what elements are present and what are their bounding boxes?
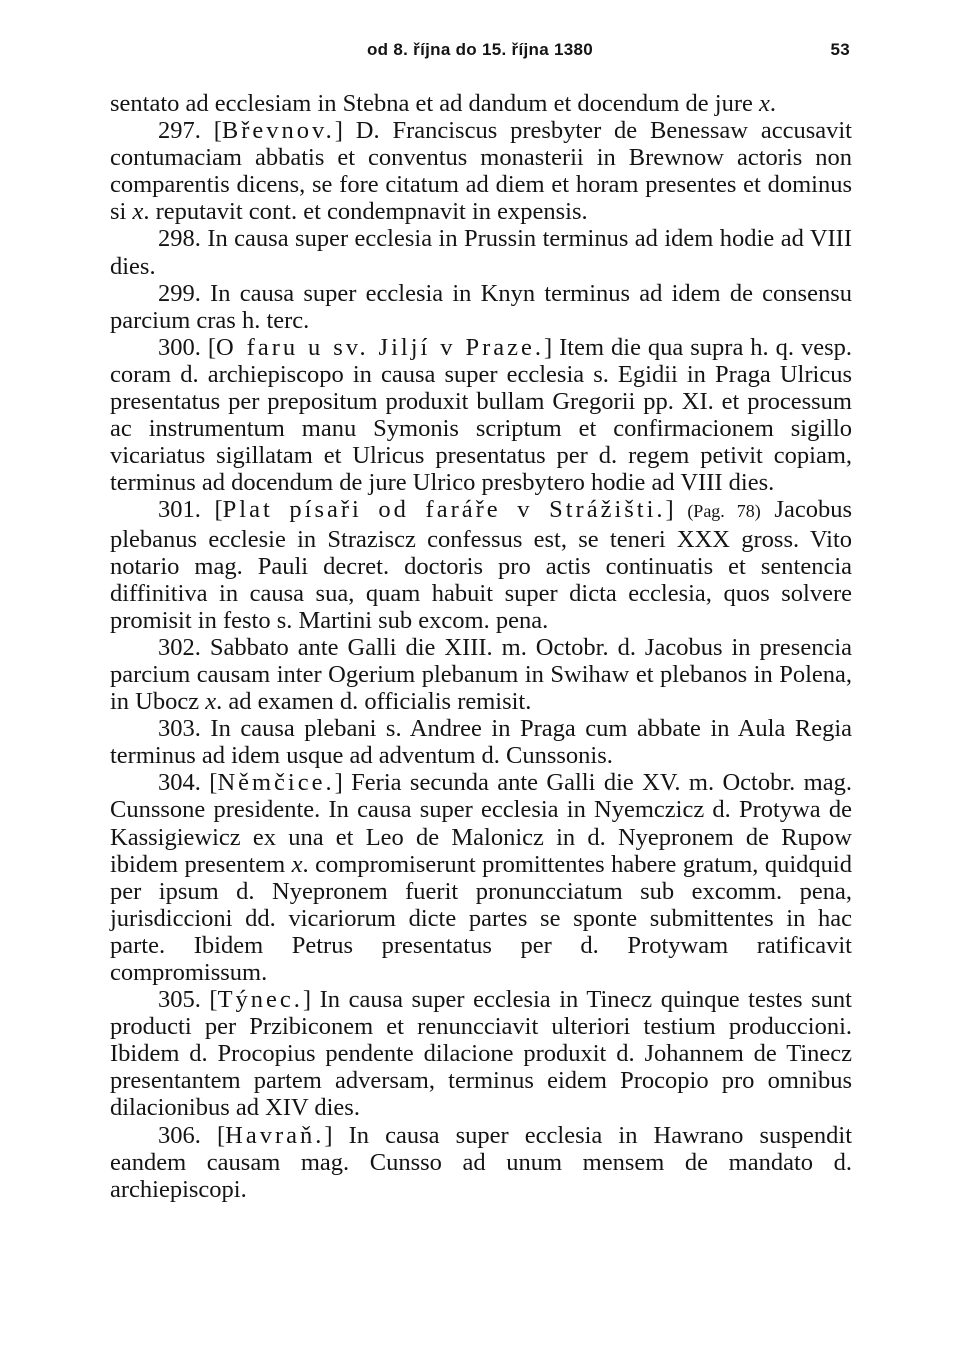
numbered-entry [110,334,852,497]
place-heading: O faru u sv. Jiljí v Praze. [216,333,545,361]
running-head [108,40,852,64]
entry-text: 302. Sabbato ante Galli die XIII. m. Octobr. d. Jacobus in presencia parcium causam inter Ogerium plebanum in Swihaw et plebanos in Polena, in Ubocz [110,633,852,716]
entry-text: 304. [ [158,769,218,797]
numbered-entry [110,280,852,334]
place-heading: Břevnov. [221,117,335,145]
page-number: 53 [830,40,850,59]
entry-text: 297. [ [158,117,222,145]
entry-text: ] Item die qua supra h. q. vesp. coram d. archiepiscopo in causa super ecclesia s. Egidii in Praga Ulricus presentatus per prepositum produxit bullam Gregorii pp. XI. et processum ac instrumentum manu Symonis scriptum et confirmacionem sigillo vicariatus sigillatam et Ulricus presentatus per d. regem petivit copiam, terminus ad docendum de jure Ulrico presbytero hodie ad VIII dies. [110,333,852,497]
entry-text: ] [665,496,688,524]
place-heading: Plat písaři od faráře v Strážišti. [222,496,666,524]
numbered-entry [110,117,852,225]
numbered-entry [110,1122,852,1203]
entry-text: . ad examen d. officialis remisit. [216,688,532,716]
abbreviation-x: x [132,198,144,226]
numbered-entry [110,715,852,769]
numbered-entry [110,634,852,715]
entry-text: 299. In causa super ecclesia in Knyn terminus ad idem de consensu parcium cras h. terc. [110,279,852,334]
entry-text: ] In causa super ecclesia in Tinecz quinque testes sunt producti per Przibiconem et renuncciavit ulteriori testium produccioni. Ibidem d. Procopius pendente dilacione produxit d. Johannem de Tinecz presentantem partem adversam, terminus eidem Procopio pro omnibus dilacionibus ad XIV dies. [110,986,852,1122]
entry-text: Jacobus plebanus ecclesie in Straziscz confessus est, se teneri XXX gross. Vito notario mag. Pauli decret. doctoris pro actis continuatis et sentencia diffinitiva in causa sua, quam habuit super dicta ecclesia, quos solvere promisit in festo s. Martini sub excom. pena. [110,496,852,634]
page-reference: (Pag. 78) [687,501,761,522]
numbered-entry [110,496,852,633]
place-heading: Týnec. [217,986,303,1014]
abbreviation-x: x [759,90,770,117]
entry-text: 298. In causa super ecclesia in Prussin terminus ad idem hodie ad VIII dies. [110,225,852,280]
numbered-entry [110,225,852,279]
entry-text: 305. [ [158,986,218,1014]
place-heading: Němčice. [217,769,335,797]
entry-text: . [769,90,777,117]
place-heading: Havraň. [225,1121,325,1149]
continued-paragraph [110,90,852,117]
numbered-entry [110,986,852,1121]
entry-text: . compromiserunt promittentes habere gratum, quidquid per ipsum d. Nyepronem fuerit pronuncciatum sub excomm. pena, jurisdiccioni dd. vicariorum dicte partes se sponte submittentes in hac parte. Ibidem Petrus presentatus per d. Protywam ratificavit compromissum. [110,850,852,986]
entry-text: 300. [ [158,333,216,361]
entry-text: 301. [ [158,496,223,524]
entry-text: ] D. Franciscus presbyter de Benessaw accusavit contumaciam abbatis et conventus monasterii in Brewnow actoris non comparentis dicens, se fore citatum ad diem et horam presentes et dominus si [110,117,852,226]
abbreviation-x: x [291,850,303,878]
entry-text: . reputavit cont. et condempnavit in expensis. [143,198,588,226]
numbered-entry [110,769,852,986]
abbreviation-x: x [205,688,217,716]
running-head-title: od 8. října do 15. října 1380 [366,40,593,59]
entry-text: 303. In causa plebani s. Andree in Praga cum abbate in Aula Regia terminus ad idem usque ad adventum d. Cunssonis. [110,715,852,770]
entry-text: 306. [ [158,1121,226,1149]
body-text [110,90,852,1203]
entry-text: ] Feria secunda ante Galli die XV. m. Octobr. mag. Cunssone presidente. In causa super ecclesia in Nyemczicz d. Protywa de Kassigiewicz ex una et Leo de Malonicz in d. Nyepronem de Rupow ibidem presentem [110,769,852,878]
entry-text: ] In causa super ecclesia in Hawrano suspendit eandem causam mag. Cunsso ad unum mensem de mandato d. archiepiscopi. [110,1121,852,1203]
entry-text: sentato ad ecclesiam in Stebna et ad dandum et docendum de jure [110,90,760,117]
